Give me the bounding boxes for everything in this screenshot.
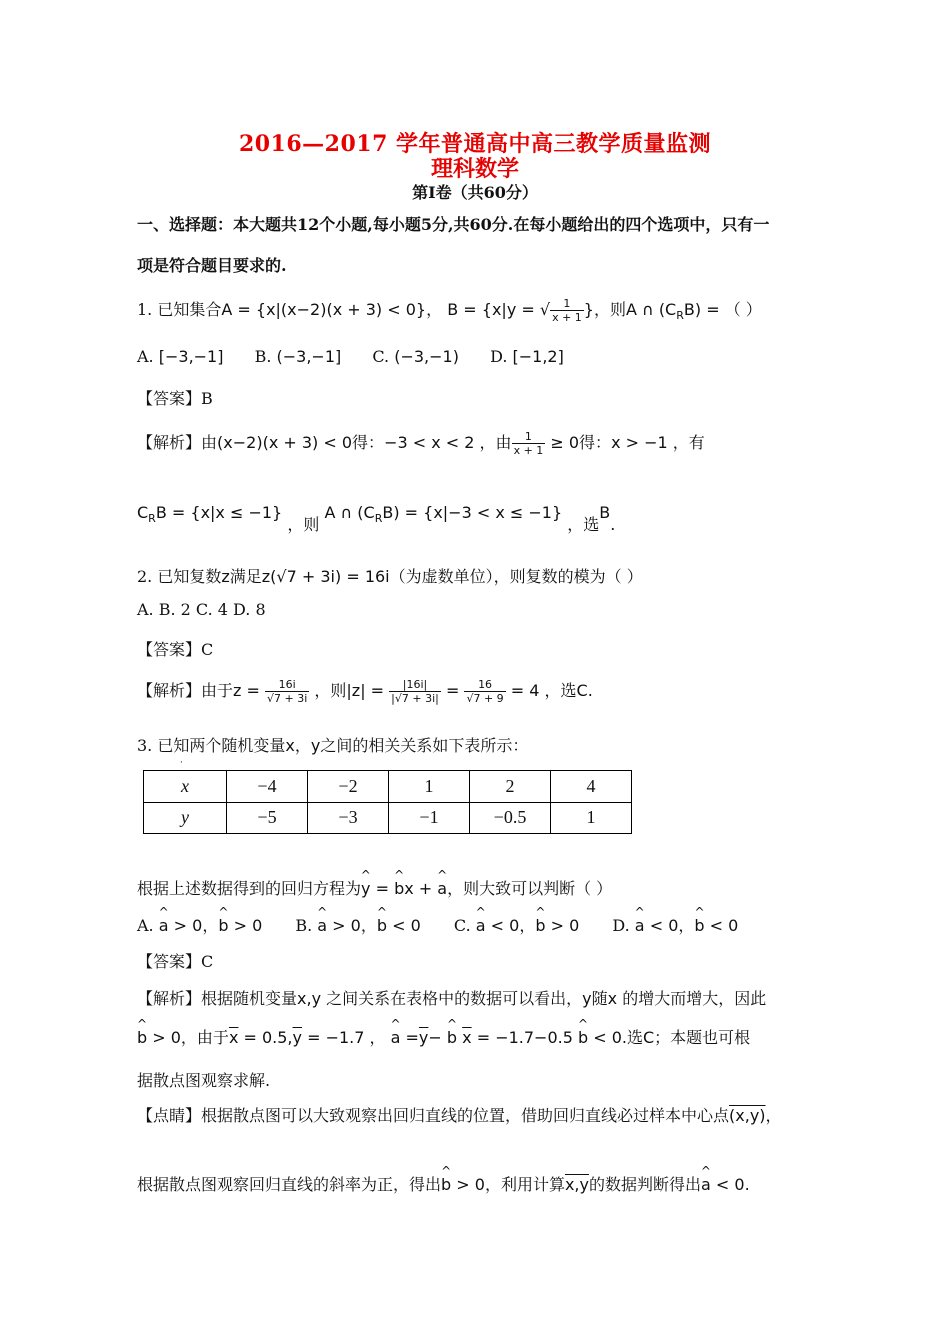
q2-expr: z(√7 + 3i) = 16i xyxy=(261,567,390,586)
q1-set-b-right: } xyxy=(583,300,594,319)
question-1-stem xyxy=(137,297,762,324)
q1-paren: （ ） xyxy=(724,300,762,319)
q3-tail: 之间的相关关系如下表所示： xyxy=(320,736,529,755)
q3-an2-calc: = −1.7−0.5 xyxy=(471,1028,578,1047)
q2-f3-den: √7 + 9 xyxy=(466,692,504,705)
question-3-analysis-2 xyxy=(137,1025,750,1048)
answer-value: B xyxy=(201,389,213,408)
q3-an2-tail: ；本题也可根 xyxy=(654,1028,751,1047)
xy-data-table xyxy=(143,770,632,834)
q3-prefix: 3. 已知两个随机变量 xyxy=(137,736,286,755)
q2-a-res: = 4 xyxy=(510,681,540,700)
q3-stem-a-hat: ^ a xyxy=(437,879,447,898)
q1-a1-res: −3 < x < 2 xyxy=(384,433,475,452)
q2-f3-num: 16 xyxy=(464,678,505,692)
q2-a-pre: 由于 xyxy=(201,681,234,700)
q3-tip2-b: ^ b xyxy=(441,1175,451,1194)
answer-value: C xyxy=(201,952,214,971)
table-cell: −5 xyxy=(227,802,308,834)
section-heading: 第Ⅰ卷（共60分） xyxy=(412,183,538,202)
q3-opt-c-lt: < 0 xyxy=(485,916,520,935)
q3-stem-pre: 根据上述数据得到的回归方程为 xyxy=(137,879,362,898)
q1-a1-fnum: 1 xyxy=(512,430,546,444)
q3-opt-a-b: ^ b xyxy=(218,916,228,935)
q3-an1-xy: x,y xyxy=(297,989,322,1008)
answer-label: 【答案】 xyxy=(137,389,202,408)
q3-stem-y-hat: ^ y xyxy=(361,879,370,898)
q1-option-d-label: D. xyxy=(490,347,508,366)
q1-ask-sub: R xyxy=(676,309,684,323)
q2-z: z xyxy=(221,567,230,586)
q3-option-b-label: B. xyxy=(295,916,313,935)
q1-a1-fden: x + 1 xyxy=(513,444,544,457)
q2-fraction-3 xyxy=(464,678,505,705)
q1-option-c: (−3,−1) xyxy=(394,347,459,366)
q3-y: y xyxy=(310,736,321,755)
q3-option-a-label: A. xyxy=(137,916,154,935)
answer-label: 【答案】 xyxy=(137,952,202,971)
q1-option-b: (−3,−1] xyxy=(276,347,342,366)
q2-tail: （为虚数单位），则复数的模为（ ） xyxy=(389,567,643,586)
q3-stem-b-hat: ^ b xyxy=(394,879,404,898)
q3-opt-d-a: ^ a xyxy=(635,916,645,935)
question-3-analysis-1 xyxy=(137,986,766,1009)
q2-prefix: 2. 已知复数 xyxy=(137,567,222,586)
question-2-analysis xyxy=(137,678,593,705)
q3-an2-gt: > 0 xyxy=(147,1028,181,1047)
q1-ask-pre: ，则 xyxy=(593,300,626,319)
q3-an2-lt: < 0. xyxy=(588,1028,627,1047)
q3-opt-d-lt2: < 0 xyxy=(704,916,739,935)
q1-a2-end: . xyxy=(610,515,616,534)
q3-opt-c-comma: ， xyxy=(519,916,536,935)
q3-tip2-a: ^ a xyxy=(701,1175,711,1194)
q3-an1-sui: 随 xyxy=(591,989,608,1008)
q1-a1-you: ，有 xyxy=(672,433,705,452)
q2-a-xuan: ，选 xyxy=(544,681,577,700)
q3-opt-b-a: ^ a xyxy=(317,916,327,935)
q3-opt-d-b: ^ b xyxy=(694,916,704,935)
q3-an2-ans: C xyxy=(643,1028,655,1047)
q3-opt-a-gt: > 0 xyxy=(168,916,203,935)
table-tick-mark: · xyxy=(180,758,183,768)
q3-opt-c-gt: > 0 xyxy=(545,916,580,935)
q1-option-c-label: C. xyxy=(372,347,390,366)
analysis-label: 【解析】 xyxy=(137,989,202,1008)
instructions-line-1: 一、选择题：本大题共12个小题,每小题5分,共60分.在每小题给出的四个选项中，只有一 xyxy=(137,215,770,234)
question-1-analysis-1 xyxy=(137,430,705,457)
table-cell: 1 xyxy=(551,802,632,834)
table-row-label-y: y xyxy=(144,802,227,834)
q1-ask-expr: A ∩ (C xyxy=(625,300,677,319)
q3-stem-eq: = xyxy=(370,879,395,898)
q1-a1-mid: 得： xyxy=(352,433,385,452)
question-3-answer xyxy=(137,949,213,972)
instructions-line-2: 项是符合题目要求的. xyxy=(137,256,287,275)
q3-tip2-mid2: 的数据判断得出 xyxy=(588,1175,701,1194)
q1-sep: ， xyxy=(426,300,443,319)
tip-label: 【点睛】 xyxy=(137,1106,202,1125)
table-row-y xyxy=(144,802,632,834)
question-3-tip-1 xyxy=(137,1103,782,1126)
q3-tip1-end: ， xyxy=(765,1106,782,1125)
q2-f2-den: |√7 + 3i| xyxy=(391,692,439,705)
q3-an2-b2: ^ b xyxy=(447,1028,457,1047)
q1-a1-geq: ≥ 0 xyxy=(550,433,580,452)
q3-opt-a-a: ^ a xyxy=(159,916,169,935)
q3-an2-y2: $\overline{y}$ xyxy=(418,1028,429,1047)
q3-opt-c-a: ^ a xyxy=(476,916,486,935)
q3-an1-y: y xyxy=(582,989,592,1008)
q3-an2-x2: $\overline{x}$ xyxy=(462,1028,472,1047)
q3-comma: ， xyxy=(294,736,311,755)
q1-a2-c: C xyxy=(137,503,149,522)
q3-an2-a: ^ a xyxy=(391,1028,401,1047)
q1-a2-xuan: ，选 xyxy=(567,515,600,534)
q1-set-b-left: B = {x|y = xyxy=(447,300,540,319)
q1-a1-expr: (x−2)(x + 3) < 0 xyxy=(217,433,353,452)
q1-prefix: 1. 已知集合 xyxy=(137,300,222,319)
q1-a2-ze: ，则 xyxy=(287,515,320,534)
q1-a2-sub2: R xyxy=(374,512,383,526)
q1-a2-ans: B xyxy=(599,503,611,522)
q3-an2-minus: − xyxy=(428,1028,447,1047)
q2-f2-num: |16i| xyxy=(389,678,441,692)
q3-an2-xbar: $\overline{x}$ xyxy=(228,1028,239,1047)
q1-fraction xyxy=(550,297,584,324)
question-3-tip-2 xyxy=(137,1172,750,1195)
q3-an2-yu: ，由于 xyxy=(180,1028,229,1047)
q3-an1-x: x xyxy=(607,989,618,1008)
q3-x: x xyxy=(285,736,295,755)
question-2-answer xyxy=(137,637,213,660)
q3-opt-b-gt: > 0 xyxy=(327,916,361,935)
q1-a1-res2: x > −1 xyxy=(611,433,668,452)
q3-opt-b-lt: < 0 xyxy=(387,916,421,935)
q1-a2-expr2: B) = {x|−3 < x ≤ −1} xyxy=(382,503,563,522)
table-cell: −1 xyxy=(389,802,470,834)
q1-a1-pre: 由 xyxy=(201,433,218,452)
q3-an1-tail: 的增大而增大，因此 xyxy=(617,989,767,1008)
q3-an2-b3: ^ b xyxy=(578,1028,588,1047)
q3-an2-c: ， xyxy=(364,1028,386,1047)
table-cell: 4 xyxy=(551,771,632,803)
q3-an2-b: ^ b xyxy=(137,1028,147,1047)
exam-title: 2016—2017 学年普通高中高三教学质量监测 xyxy=(238,131,712,157)
q2-a-ze: ，则 xyxy=(314,681,347,700)
q1-set-a: A = {x|(x−2)(x + 3) < 0} xyxy=(221,300,427,319)
q3-an2-ybar: $\overline{y}$ xyxy=(292,1028,302,1047)
question-3-stem xyxy=(137,733,528,756)
q1-a1-get: 得： xyxy=(579,433,612,452)
question-2-stem xyxy=(137,564,643,587)
q2-fraction-2 xyxy=(389,678,441,705)
question-3-regression-stem xyxy=(137,876,612,899)
table-cell: −0.5 xyxy=(470,802,551,834)
q3-opt-a-gt2: > 0 xyxy=(228,916,263,935)
q1-a2-sub: R xyxy=(148,512,156,526)
q3-opt-b-b: ^ b xyxy=(377,916,387,935)
q3-an2-xv: = 0.5, xyxy=(238,1028,293,1047)
q1-ask-tail: B) = xyxy=(683,300,720,319)
q1-frac-den: x + 1 xyxy=(552,311,582,324)
q3-opt-d-lt: < 0 xyxy=(644,916,679,935)
table-cell: −4 xyxy=(227,771,308,803)
table-cell: 2 xyxy=(470,771,551,803)
q3-an2-eq: = xyxy=(400,1028,419,1047)
q3-option-c-label: C. xyxy=(453,916,471,935)
table-row-label-x: x xyxy=(144,771,227,803)
q1-option-d: [−1,2] xyxy=(512,347,564,366)
q1-sqrt: √ xyxy=(539,300,551,319)
q3-tip1-pt: (x,y) xyxy=(729,1106,766,1125)
q3-tip2-lt: < 0. xyxy=(710,1175,750,1194)
question-1-answer xyxy=(137,386,213,409)
q3-opt-b-comma: ， xyxy=(360,916,377,935)
question-1-options xyxy=(137,347,564,366)
q1-option-b-label: B. xyxy=(254,347,272,366)
q1-a2-expr2-pre: A ∩ (C xyxy=(324,503,375,522)
q3-an1-mid: 之间关系在表格中的数据可以看出， xyxy=(321,989,583,1008)
analysis-label: 【解析】 xyxy=(137,433,202,452)
q2-fraction-1 xyxy=(265,678,309,705)
exam-subject: 理科数学 xyxy=(430,156,519,182)
q3-tip1: 根据散点图可以大致观察出回归直线的位置，借助回归直线必过样本中心点 xyxy=(201,1106,730,1125)
question-3-analysis-3: 据散点图观察求解. xyxy=(137,1071,271,1090)
q3-an1-pre: 根据随机变量 xyxy=(201,989,298,1008)
answer-value: C xyxy=(201,640,214,659)
answer-label: 【答案】 xyxy=(137,640,202,659)
question-3-options xyxy=(137,913,738,936)
q2-a-absz: |z| = xyxy=(346,681,385,700)
q3-an2-xuan: 选 xyxy=(626,1028,643,1047)
q3-option-d-label: D. xyxy=(612,916,630,935)
q1-a1-fraction xyxy=(512,430,546,457)
q2-eq: = xyxy=(445,681,460,700)
table-cell: −2 xyxy=(308,771,389,803)
q1-a2-expr: B = {x|x ≤ −1} xyxy=(155,503,283,522)
q2-a-z: z = xyxy=(233,681,260,700)
q2-mid: 满足 xyxy=(229,567,262,586)
question-2-options: A. B. 2 C. 4 D. 8 xyxy=(137,600,266,619)
table-row-x xyxy=(144,771,632,803)
table-cell: −3 xyxy=(308,802,389,834)
q3-an2-yv: = −1.7 xyxy=(301,1028,365,1047)
q3-tip2-mid: ，利用计算 xyxy=(484,1175,565,1194)
q2-a-ans: C. xyxy=(576,681,593,700)
q3-stem-x: x + xyxy=(404,879,438,898)
q3-opt-c-b: ^ b xyxy=(535,916,545,935)
table-cell: 1 xyxy=(389,771,470,803)
question-1-analysis-2 xyxy=(137,500,616,534)
q1-option-a: [−3,−1] xyxy=(158,347,224,366)
q3-tip2-pre: 根据散点图观察回归直线的斜率为正，得出 xyxy=(137,1175,442,1194)
q2-f1-num: 16i xyxy=(265,678,309,692)
q1-option-a-label: A. xyxy=(137,347,154,366)
q2-f1-den: √7 + 3i xyxy=(267,692,308,705)
q1-a1-c: ，由 xyxy=(479,433,512,452)
q3-opt-d-comma: ， xyxy=(678,916,695,935)
q3-tip2-gt: > 0 xyxy=(451,1175,485,1194)
q3-tip2-xy: x,y xyxy=(564,1175,589,1194)
q3-opt-a-comma: ， xyxy=(202,916,219,935)
analysis-label: 【解析】 xyxy=(137,681,202,700)
q3-stem-tail: ，则大致可以判断（ ） xyxy=(447,879,613,898)
q1-frac-num: 1 xyxy=(550,297,584,311)
